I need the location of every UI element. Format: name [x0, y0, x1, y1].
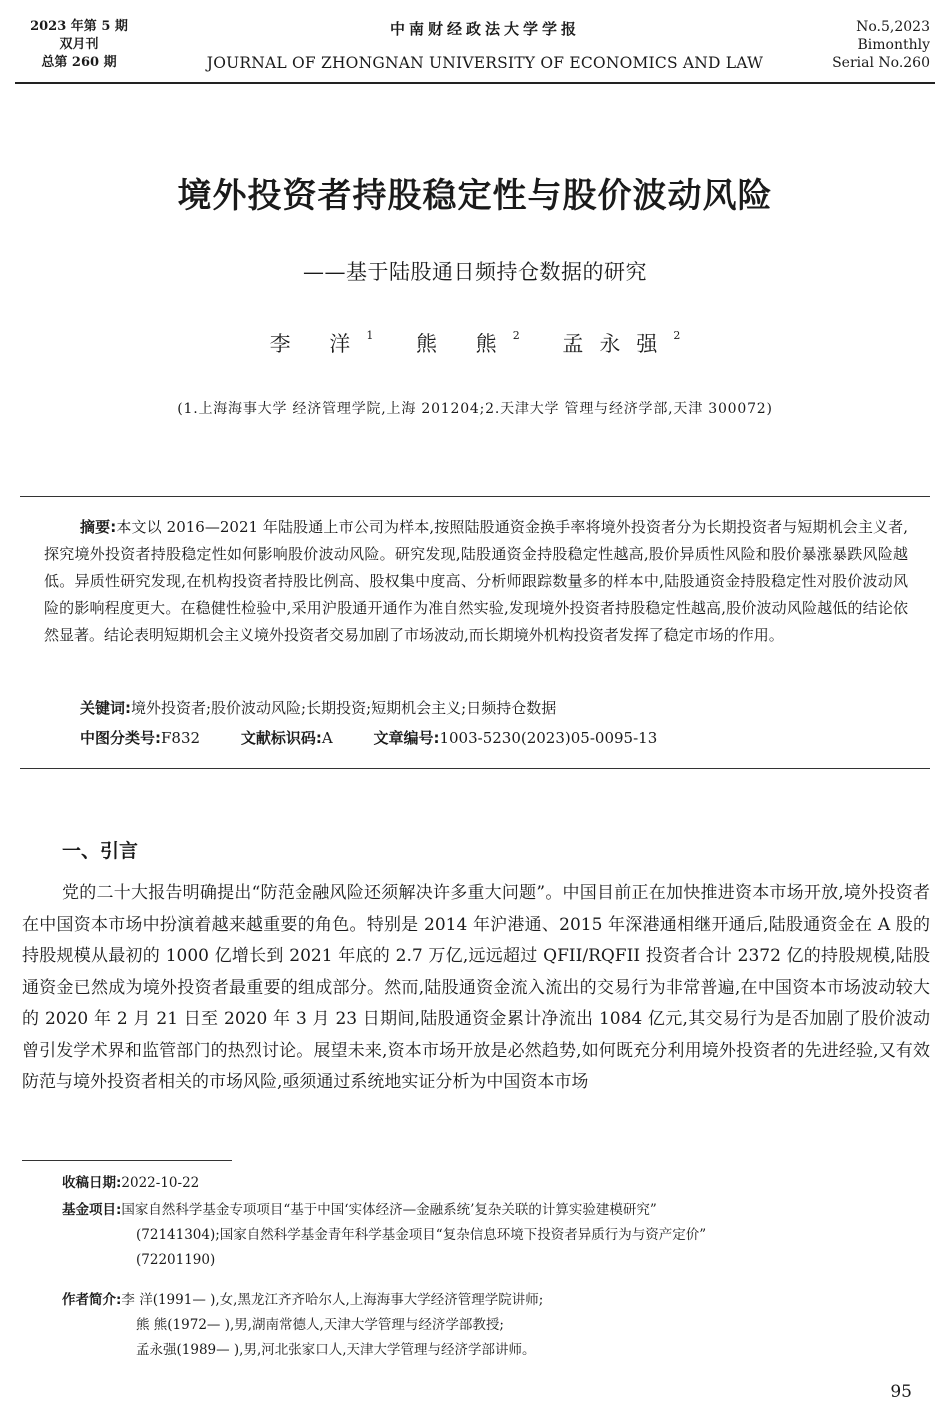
- issue-frequency: 双月刊: [59, 37, 99, 52]
- author-bio: 熊 熊(1972— ),男,湖南常德人,天津大学管理与经济学部教授;: [136, 1317, 504, 1333]
- body-paragraph: [22, 878, 930, 1099]
- issue-info: [14, 18, 144, 72]
- article-number: 文章编号:1003-5230(2023)05-0095-13: [373, 729, 658, 747]
- author-name: 李 洋: [269, 332, 367, 356]
- keywords-text: 境外投资者;股价波动风险;长期投资;短期机会主义;日频持仓数据: [131, 699, 557, 717]
- author-list: [0, 328, 950, 358]
- journal-name-cn: 中南财经政法大学学报: [389, 20, 580, 38]
- issue-year-number: 2023 年第 5 期: [30, 19, 128, 34]
- section-heading: 一、引言: [62, 840, 139, 862]
- footnote-fund: [62, 1198, 930, 1273]
- footnote-rule: [22, 1160, 232, 1161]
- frequency-en: Bimonthly: [857, 37, 930, 53]
- author-name: 熊 熊: [416, 332, 513, 356]
- author: [270, 328, 374, 358]
- paper-subtitle: ——基于陆股通日频持仓数据的研究: [303, 260, 647, 284]
- issue-total: 总第 260 期: [41, 55, 117, 70]
- author: [562, 328, 680, 358]
- fund-line: (72201190): [136, 1252, 216, 1268]
- fund-line: (72141304);国家自然科学基金青年科学基金项目“复杂信息环境下投资者异质行为与资产定价”: [136, 1227, 707, 1243]
- body-text: 党的二十大报告明确提出“防范金融风险还须解决许多重大问题”。中国目前正在加快推进资本市场开放,境外投资者在中国资本市场中扮演着越来越重要的角色。特别是 2014 年沪港通、2015 年深港通相继开通后,陆股通资金在 A 股的持股规模从最初的 1000 亿增长到 2021 年底的 2.7 万亿,远远超过 QFII/RQFII 投资者合计 2372 亿的持股规模,陆股通资金已然成为境外投资者最重要的组成部分。然而,陆股通资金流入流出的交易行为非常普遍,在中国资本市场波动较大的 2020 年 2 月 21 日至 2020 年 3 月 23 日期间,陆股通资金累计净流出 1084 亿元,其交易行为是否加剧了股价波动曾引发学术界和监管部门的热烈讨论。展望未来,资本市场开放是必然趋势,如何既充分利用境外投资者的先进经验,又有效防范与境外投资者相关的市场风险,亟须通过系统地实证分析为中国资本市场: [22, 883, 930, 1092]
- abstract-label: 摘要:: [80, 518, 117, 536]
- fund-line: 国家自然科学基金专项项目“基于中国‘实体经济—金融系统’复杂关联的计算实验建模研究”: [121, 1202, 657, 1218]
- keywords-label: 关键词:: [80, 699, 131, 717]
- author-bio: 李 洋(1991— ),女,黑龙江齐齐哈尔人,上海海事大学经济管理学院讲师;: [121, 1292, 544, 1308]
- received-date: 2022-10-22: [121, 1175, 200, 1191]
- author-affil-mark: 1: [366, 329, 374, 342]
- authors-bio-label: 作者简介:: [62, 1292, 122, 1308]
- header-divider: [15, 82, 935, 84]
- author-affil-mark: 2: [673, 329, 681, 342]
- abstract-text: 本文以 2016—2021 年陆股通上市公司为样本,按照陆股通资金换手率将境外投资者分为长期投资者与短期机会主义者,探究境外投资者持股稳定性如何影响股价波动风险。研究发现,陆股通资金持股稳定性越高,股价异质性风险和股价暴涨暴跌风险越低。异质性研究发现,在机构投资者持股比例高、股权集中度高、分析师跟踪数量多的样本中,陆股通资金持股稳定性对股价波动风险的影响程度更大。在稳健性检验中,采用沪股通开通作为准自然实验,发现境外投资者持股稳定性越高,股价波动风险越低的结论依然显著。结论表明短期机会主义境外投资者交易加剧了市场波动,而长期境外机构投资者发挥了稳定市场的作用。: [44, 518, 908, 644]
- issue-no-en: No.5,2023: [856, 19, 930, 35]
- author-name: 孟永强: [562, 332, 674, 356]
- paper-title: 境外投资者持股稳定性与股价波动风险: [177, 176, 773, 216]
- received-label: 收稿日期:: [62, 1175, 122, 1191]
- serial-no-en: Serial No.260: [832, 55, 930, 71]
- footnote-authors: [62, 1288, 930, 1363]
- clc-number: 中图分类号:F832: [80, 729, 201, 747]
- abstract-bottom-rule: [20, 768, 930, 769]
- document-code: 文献标识码:A: [240, 729, 333, 747]
- affiliations: (1.上海海事大学 经济管理学院,上海 201204;2.天津大学 管理与经济学部,天津 300072): [177, 401, 773, 417]
- classification-line: [80, 725, 908, 751]
- author-bio: 孟永强(1989— ),男,河北张家口人,天津大学管理与经济学部讲师。: [136, 1342, 536, 1358]
- issue-info-en: [800, 18, 930, 72]
- journal-masthead: [180, 18, 790, 72]
- keywords: [80, 695, 908, 721]
- author-affil-mark: 2: [512, 329, 520, 342]
- abstract: [44, 514, 908, 649]
- page-number: 95: [890, 1382, 912, 1402]
- abstract-top-rule: [20, 496, 930, 497]
- fund-label: 基金项目:: [62, 1202, 122, 1218]
- journal-name-en: JOURNAL OF ZHONGNAN UNIVERSITY OF ECONOMICS AND LAW: [206, 54, 764, 72]
- author: [416, 328, 520, 358]
- footnote-received: [62, 1171, 930, 1196]
